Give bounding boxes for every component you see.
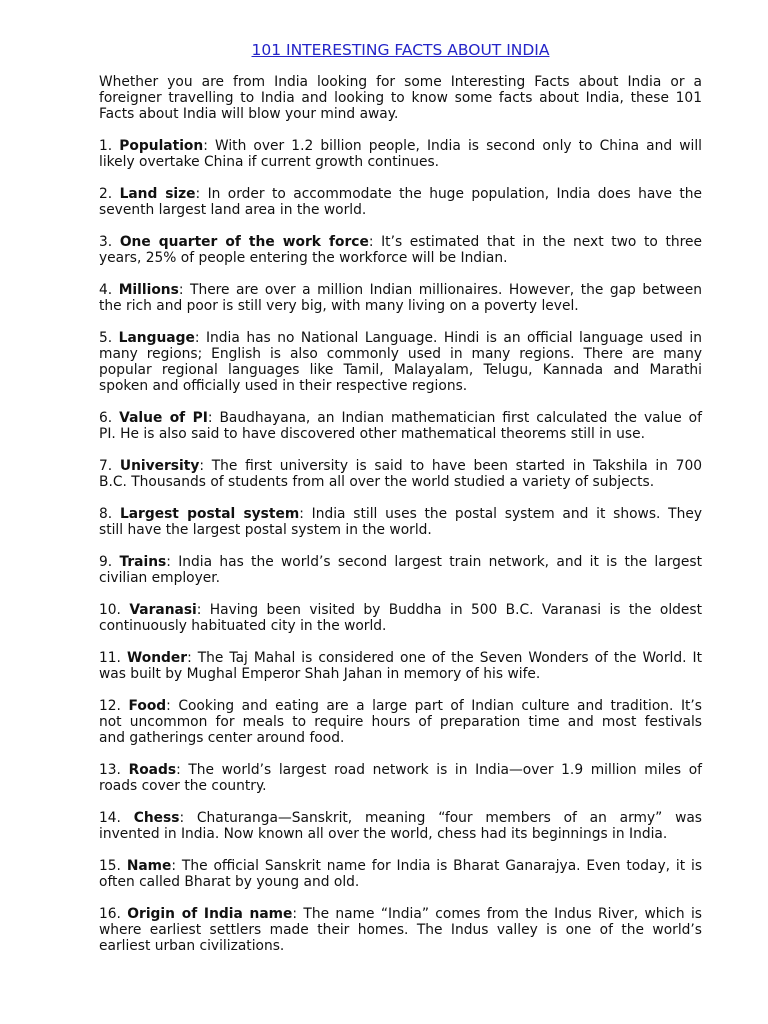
- fact-line: often called Bharat by young and old.: [99, 874, 360, 890]
- fact-term: Varanasi: [129, 602, 197, 618]
- fact-term: Land size: [119, 186, 196, 202]
- fact-item: [99, 234, 702, 266]
- fact-number: 6.: [99, 410, 113, 426]
- fact-line: [99, 506, 702, 522]
- fact-line: [99, 234, 702, 250]
- fact-line: PI. He is also said to have discovered other mathematical theorems still in use.: [99, 426, 645, 442]
- fact-term: Roads: [128, 762, 177, 778]
- fact-line: B.C. Thousands of students from all over the world studied a variety of subjects.: [99, 474, 655, 490]
- fact-number: 3.: [99, 234, 113, 250]
- fact-line: [99, 186, 702, 202]
- page-title[interactable]: 101 INTERESTING FACTS ABOUT INDIA: [251, 41, 550, 59]
- fact-term: Language: [118, 330, 195, 346]
- fact-term: Chess: [133, 810, 180, 826]
- fact-line: [99, 858, 702, 874]
- fact-line: invented in India. Now known all over the world, chess had its beginnings in India.: [99, 826, 668, 842]
- fact-line: years, 25% of people entering the workforce will be Indian.: [99, 250, 508, 266]
- fact-text: : It’s estimated that in the next two to three: [368, 234, 702, 250]
- fact-item: [99, 650, 702, 682]
- fact-item: [99, 138, 702, 170]
- fact-item: [99, 906, 702, 954]
- fact-number: 4.: [99, 282, 113, 298]
- fact-line: where earliest settlers made their homes. The Indus valley is one of the world’s: [99, 922, 702, 938]
- fact-line: [99, 650, 702, 666]
- fact-text: : Baudhayana, an Indian mathematician first calculated the value of: [207, 410, 702, 426]
- fact-line: [99, 810, 702, 826]
- fact-text: : The Taj Mahal is considered one of the Seven Wonders of the World. It: [187, 650, 702, 666]
- fact-item: [99, 330, 702, 394]
- fact-text: : There are over a million Indian millionaires. However, the gap between: [178, 282, 702, 298]
- fact-text: : The world’s largest road network is in India—over 1.9 million miles of: [176, 762, 702, 778]
- fact-number: 5.: [99, 330, 113, 346]
- fact-item: [99, 762, 702, 794]
- intro-line: Facts about India will blow your mind away.: [99, 106, 399, 122]
- fact-text: : India still uses the postal system and it shows. They: [299, 506, 703, 522]
- fact-text: : India has the world’s second largest train network, and it is the largest: [166, 554, 702, 570]
- fact-term: University: [119, 458, 200, 474]
- fact-line: still have the largest postal system in the world.: [99, 522, 432, 538]
- page-title-row: [99, 42, 702, 58]
- document-body: [99, 42, 702, 970]
- fact-number: 10.: [99, 602, 121, 618]
- fact-term: Trains: [119, 554, 167, 570]
- fact-term: One quarter of the work force: [119, 234, 369, 250]
- fact-item: [99, 698, 702, 746]
- fact-item: [99, 602, 702, 634]
- fact-number: 1.: [99, 138, 113, 154]
- fact-line: [99, 602, 702, 618]
- fact-number: 14.: [99, 810, 121, 826]
- fact-text: : Cooking and eating are a large part of Indian culture and tradition. It’s: [166, 698, 702, 714]
- fact-number: 7.: [99, 458, 113, 474]
- fact-line: continuously habituated city in the world.: [99, 618, 387, 634]
- intro-line: foreigner travelling to India and looking to know some facts about India, these 101: [99, 90, 702, 106]
- fact-text: : With over 1.2 billion people, India is second only to China and will: [203, 138, 702, 154]
- fact-number: 12.: [99, 698, 121, 714]
- fact-number: 8.: [99, 506, 113, 522]
- fact-term: Food: [128, 698, 167, 714]
- fact-item: [99, 458, 702, 490]
- fact-number: 15.: [99, 858, 121, 874]
- fact-item: [99, 506, 702, 538]
- fact-line: likely overtake China if current growth continues.: [99, 154, 440, 170]
- fact-text: : India has no National Language. Hindi is an official language used in: [194, 330, 702, 346]
- fact-line: popular regional languages like Tamil, Malayalam, Telugu, Kannada and Marathi: [99, 362, 702, 378]
- fact-line: civilian employer.: [99, 570, 221, 586]
- fact-line: not uncommon for meals to require hours of preparation time and most festivals: [99, 714, 702, 730]
- fact-line: [99, 330, 702, 346]
- fact-line: spoken and officially used in their respective regions.: [99, 378, 468, 394]
- fact-number: 16.: [99, 906, 121, 922]
- fact-text: : Having been visited by Buddha in 500 B.C. Varanasi is the oldest: [196, 602, 703, 618]
- fact-text: : The official Sanskrit name for India is Bharat Ganarajya. Even today, it is: [171, 858, 703, 874]
- fact-line: was built by Mughal Emperor Shah Jahan in memory of his wife.: [99, 666, 541, 682]
- fact-line: [99, 138, 702, 154]
- intro-line: Whether you are from India looking for some Interesting Facts about India or a: [99, 74, 702, 90]
- fact-number: 9.: [99, 554, 113, 570]
- fact-item: [99, 858, 702, 890]
- fact-term: Largest postal system: [119, 506, 300, 522]
- fact-line: [99, 458, 702, 474]
- fact-line: the rich and poor is still very big, with many living on a poverty level.: [99, 298, 579, 314]
- fact-item: [99, 410, 702, 442]
- fact-term: Value of PI: [119, 410, 208, 426]
- fact-item: [99, 282, 702, 314]
- fact-text: : Chaturanga—Sanskrit, meaning “four members of an army” was: [179, 810, 702, 826]
- fact-line: roads cover the country.: [99, 778, 267, 794]
- fact-term: Millions: [118, 282, 179, 298]
- fact-item: [99, 810, 702, 842]
- fact-line: [99, 282, 702, 298]
- fact-line: seventh largest land area in the world.: [99, 202, 367, 218]
- fact-term: Population: [119, 138, 204, 154]
- fact-line: [99, 698, 702, 714]
- intro-paragraph: [99, 74, 702, 122]
- fact-number: 11.: [99, 650, 121, 666]
- fact-number: 2.: [99, 186, 113, 202]
- fact-term: Name: [126, 858, 172, 874]
- fact-line: [99, 762, 702, 778]
- fact-line: earliest urban civilizations.: [99, 938, 285, 954]
- fact-text: : The name “India” comes from the Indus River, which is: [292, 906, 702, 922]
- fact-line: [99, 410, 702, 426]
- fact-line: and gatherings center around food.: [99, 730, 345, 746]
- fact-item: [99, 186, 702, 218]
- fact-line: [99, 906, 702, 922]
- facts-list: [99, 138, 702, 954]
- fact-term: Origin of India name: [127, 906, 293, 922]
- fact-number: 13.: [99, 762, 121, 778]
- fact-line: [99, 554, 702, 570]
- fact-item: [99, 554, 702, 586]
- fact-line: many regions; English is also commonly used in many regions. There are many: [99, 346, 702, 362]
- fact-text: : In order to accommodate the huge population, India does have the: [195, 186, 702, 202]
- fact-text: : The first university is said to have been started in Takshila in 700: [199, 458, 702, 474]
- fact-term: Wonder: [126, 650, 188, 666]
